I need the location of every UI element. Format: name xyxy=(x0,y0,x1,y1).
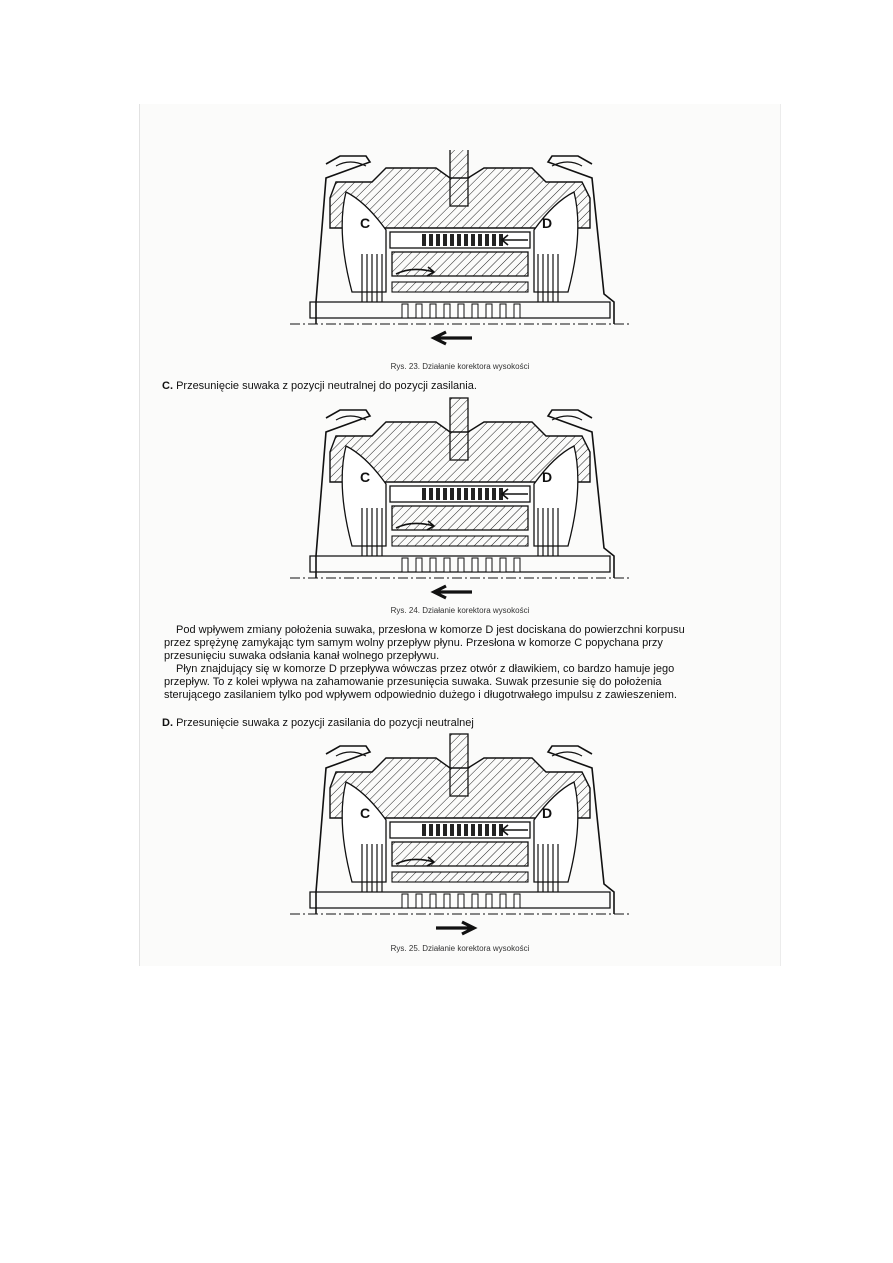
figure-25 xyxy=(140,732,780,942)
spool-port xyxy=(436,824,440,836)
lower-plate xyxy=(392,872,528,882)
spool-port xyxy=(471,234,475,246)
diagram-body xyxy=(290,398,630,598)
paragraph-line: Pod wpływem zmiany położenia suwaka, przesłona w komorze D jest dociskana do powierzchni korpusu xyxy=(176,624,685,636)
spool-port xyxy=(436,234,440,246)
spool-port xyxy=(457,234,461,246)
paragraph-line: przez sprężynę zamykając tym samym wolny przepływ płynu. Przesłona w komorze C popychana przy xyxy=(164,637,663,649)
spool-port xyxy=(471,824,475,836)
base-port xyxy=(458,304,464,318)
base-port xyxy=(416,894,422,908)
left-arrow xyxy=(434,586,472,598)
lower-plate xyxy=(392,536,528,546)
spool-port xyxy=(485,488,489,500)
spool-port xyxy=(450,488,454,500)
base-port xyxy=(402,894,408,908)
base-port xyxy=(444,894,450,908)
base-port xyxy=(514,304,520,318)
spool-port xyxy=(429,488,433,500)
base-port xyxy=(444,558,450,572)
base-port xyxy=(472,304,478,318)
right-arrow xyxy=(436,922,474,934)
body-paragraph xyxy=(164,624,754,702)
chamber-c-label: C xyxy=(360,469,371,485)
spool-port xyxy=(464,488,468,500)
chamber-d-label: D xyxy=(542,215,553,231)
figure-23 xyxy=(140,150,780,350)
base-port xyxy=(416,558,422,572)
base-port xyxy=(486,558,492,572)
section-letter: D. xyxy=(162,717,173,729)
diagram-body xyxy=(290,150,630,344)
base-port xyxy=(486,304,492,318)
paragraph-line: sterującego zasilaniem tylko pod wpływem odpowiednio dużego i długotrwałego impulsu z zawieszeniem. xyxy=(164,689,677,701)
valve-diagram xyxy=(140,732,780,942)
base-port xyxy=(402,304,408,318)
spool-port xyxy=(443,488,447,500)
section-d-heading xyxy=(162,717,474,729)
paragraph-line: przesunięciu suwaka odsłania kanał wolnego przepływu. xyxy=(164,650,440,662)
left-arrow xyxy=(434,332,472,344)
base-port xyxy=(514,894,520,908)
spool-port xyxy=(492,824,496,836)
spool-port xyxy=(422,488,426,500)
base-port xyxy=(430,304,436,318)
spool-port xyxy=(443,824,447,836)
spool-port xyxy=(471,488,475,500)
chamber-d-label: D xyxy=(542,469,553,485)
base-port xyxy=(500,894,506,908)
spool-port xyxy=(450,824,454,836)
spool-port xyxy=(457,488,461,500)
spool-port xyxy=(429,824,433,836)
spool-port xyxy=(492,234,496,246)
spool-port xyxy=(492,488,496,500)
slider-body xyxy=(392,252,528,276)
base-port xyxy=(430,894,436,908)
base-port xyxy=(500,558,506,572)
paragraph-line: Płyn znajdujący się w komorze D przepływa wówczas przez otwór z dławikiem, co bardzo hamuje jego xyxy=(176,663,675,675)
base-port xyxy=(486,894,492,908)
spool-port xyxy=(485,824,489,836)
spool-port xyxy=(436,488,440,500)
base-port xyxy=(472,558,478,572)
base-port xyxy=(402,558,408,572)
spool-port xyxy=(464,234,468,246)
base-port xyxy=(416,304,422,318)
paragraph-line: przepływ. To z kolei wpływa na zahamowanie przesunięcia suwaka. Suwak przesunie się do położenia xyxy=(164,676,662,688)
figure-caption: Rys. 24. Działanie korektora wysokości xyxy=(390,606,530,615)
spool-port xyxy=(485,234,489,246)
diagram-body xyxy=(290,734,630,934)
base-port xyxy=(444,304,450,318)
spool-port xyxy=(443,234,447,246)
figure-caption: Rys. 25. Działanie korektora wysokości xyxy=(390,944,530,953)
section-c-heading xyxy=(162,380,477,392)
spool-port xyxy=(429,234,433,246)
section-title: Przesunięcie suwaka z pozycji neutralnej do pozycji zasilania. xyxy=(176,380,477,392)
lower-plate xyxy=(392,282,528,292)
slider-body xyxy=(392,506,528,530)
spool-port xyxy=(478,488,482,500)
spool-port xyxy=(450,234,454,246)
spool-port xyxy=(478,234,482,246)
base-port xyxy=(458,894,464,908)
valve-diagram xyxy=(140,396,780,606)
chamber-d-label: D xyxy=(542,805,553,821)
valve-diagram xyxy=(140,150,780,350)
base-port xyxy=(458,558,464,572)
figure-24 xyxy=(140,396,780,606)
base-port xyxy=(472,894,478,908)
spool-port xyxy=(422,234,426,246)
base-port xyxy=(514,558,520,572)
spool-port xyxy=(464,824,468,836)
slider-body xyxy=(392,842,528,866)
base-port xyxy=(430,558,436,572)
chamber-c-label: C xyxy=(360,805,371,821)
spool-port xyxy=(422,824,426,836)
spool-port xyxy=(457,824,461,836)
section-letter: C. xyxy=(162,380,173,392)
chamber-c-label: C xyxy=(360,215,371,231)
spool-port xyxy=(478,824,482,836)
document-page xyxy=(139,104,781,966)
figure-caption: Rys. 23. Działanie korektora wysokości xyxy=(390,362,530,371)
base-port xyxy=(500,304,506,318)
section-title: Przesunięcie suwaka z pozycji zasilania do pozycji neutralnej xyxy=(176,717,474,729)
